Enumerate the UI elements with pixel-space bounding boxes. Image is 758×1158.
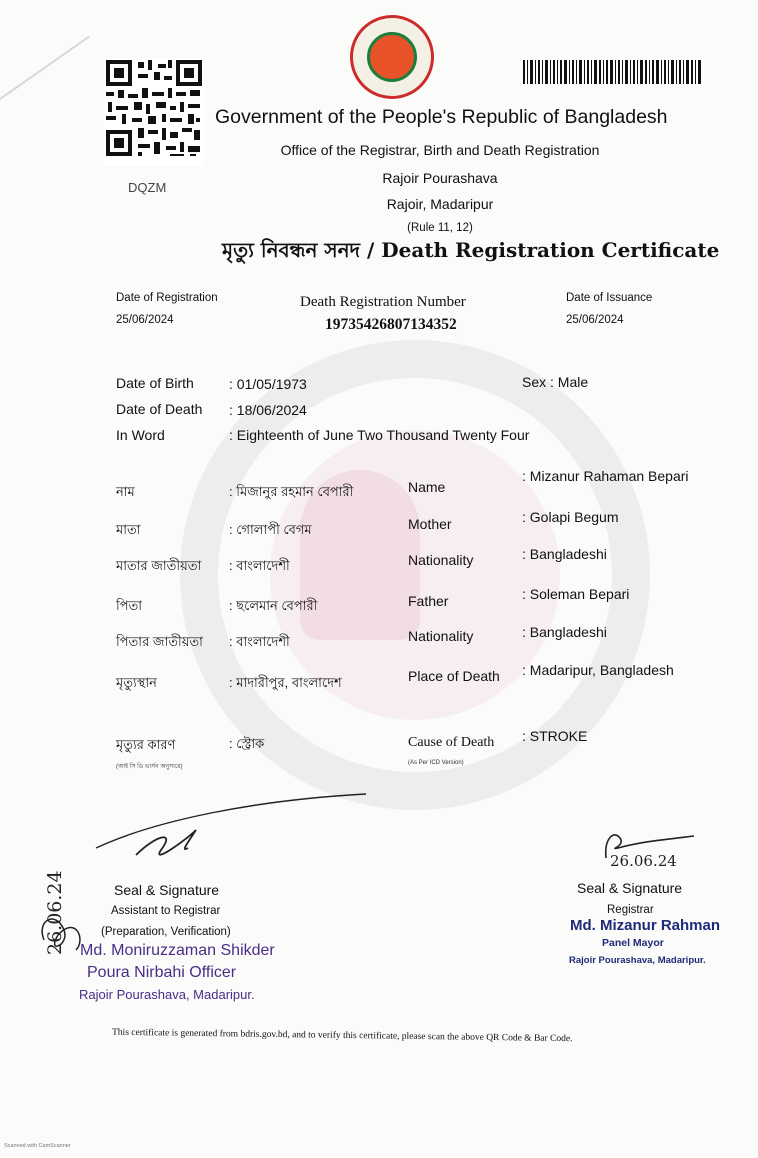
death-cause-bn-note: (আই সি ডি ভার্সন অনুসারে) [116,764,183,770]
rule-heading: (Rule 11, 12) [407,222,473,234]
qr-code-icon [104,58,204,166]
registration-number-label: Death Registration Number [300,294,466,310]
issuance-date-value: 25/06/2024 [566,314,624,326]
death-place-bn-label: মৃত্যুস্থান [116,675,157,690]
registrar-stamp-name: Md. Mizanur Rahman [570,917,721,934]
mother-nationality-bn-value: : বাংলাদেশী [229,558,290,573]
death-date-label: Date of Death [116,401,203,417]
death-place-bn-value: : মাদারীপুর, বাংলাদেশ [229,675,342,690]
mother-nationality-en-value: : Bangladeshi [522,546,607,562]
in-word-label: In Word [116,427,165,443]
registration-number-value: 19735426807134352 [325,316,457,333]
death-date-value: : 18/06/2024 [229,402,307,418]
registrar-handwritten-date: 26.06.24 [610,852,677,870]
father-en-label: Father [408,593,449,609]
father-bn-label: পিতা [116,598,143,613]
death-cause-en-note: (As Per ICD Version) [408,760,464,766]
office-heading: Office of the Registrar, Birth and Death Registration [280,142,600,158]
sex-value: Sex : Male [522,374,589,390]
death-cause-bn-value: : স্ট্রোক [229,736,265,751]
scanner-watermark: Scanned with CamScanner [4,1143,71,1149]
mother-en-label: Mother [408,516,452,532]
assistant-stamp-name: Md. Moniruzzaman Shikder [80,942,275,959]
assistant-seal-title: Seal & Signature [114,882,220,898]
registrar-stamp-post: Panel Mayor [602,937,664,949]
father-nationality-bn-label: পিতার জাতীয়তা [116,634,203,649]
mother-nationality-en-label: Nationality [408,552,474,568]
registrar-stamp-place: Rajoir Pourashava, Madaripur. [569,955,706,966]
father-nationality-en-value: : Bangladeshi [522,624,607,640]
paper-fold-mark [0,36,90,106]
assistant-stamp-place: Rajoir Pourashava, Madaripur. [79,987,255,1002]
barcode-icon [523,60,701,84]
pourashava-heading: Rajoir Pourashava [382,170,498,186]
father-en-value: : Soleman Bepari [522,586,630,602]
location-heading: Rajoir, Madaripur [386,196,494,212]
issuance-date-label: Date of Issuance [566,292,653,304]
mother-nationality-bn-label: মাতার জাতীয়তা [116,558,202,573]
verification-footer: This certificate is generated from bdris.gov.bd, and to verify this certificate, please scan the above QR Code & Bar Code. [111,1027,573,1045]
name-bn-label: নাম [116,484,135,499]
mother-en-value: : Golapi Begum [522,509,619,525]
death-cause-en-label: Cause of Death [408,735,495,750]
birth-date-label: Date of Birth [116,375,194,391]
in-word-value: : Eighteenth of June Two Thousand Twenty Four [229,427,530,443]
mother-bn-value: : গোলাপী বেগম [229,522,312,537]
registrar-role: Registrar [607,904,654,916]
father-nationality-bn-value: : বাংলাদেশী [229,634,290,649]
registration-date-value: 25/06/2024 [116,314,174,326]
registration-date-label: Date of Registration [116,292,218,304]
death-place-en-label: Place of Death [408,668,500,684]
registrar-seal-title: Seal & Signature [577,880,683,896]
assistant-role-detail: (Preparation, Verification) [101,926,231,938]
certificate-title: মৃত্যু নিবন্ধন সনদ / Death Registration Certificate [222,238,720,262]
assistant-stamp-post: Poura Nirbahi Officer [87,964,237,981]
death-place-en-value: : Madaripur, Bangladesh [522,662,674,678]
father-nationality-en-label: Nationality [408,628,474,644]
mother-bn-label: মাতা [116,522,141,537]
name-bn-value: : মিজানুর রহমান বেপারী [229,484,354,499]
name-en-value: : Mizanur Rahaman Bepari [522,468,689,484]
government-heading: Government of the People's Republic of Bangladesh [215,106,668,128]
assistant-role: Assistant to Registrar [111,905,221,917]
death-cause-bn-label: মৃত্যুর কারণ [116,737,176,752]
father-bn-value: : ছলেমান বেপারী [229,598,318,613]
name-en-label: Name [408,479,446,495]
death-cause-en-value: : STROKE [522,728,588,744]
assistant-handwritten-date: 26.06.24 [44,870,66,955]
government-seal-icon [350,15,434,99]
qr-caption: DQZM [128,180,167,195]
birth-date-value: : 01/05/1973 [229,376,307,392]
